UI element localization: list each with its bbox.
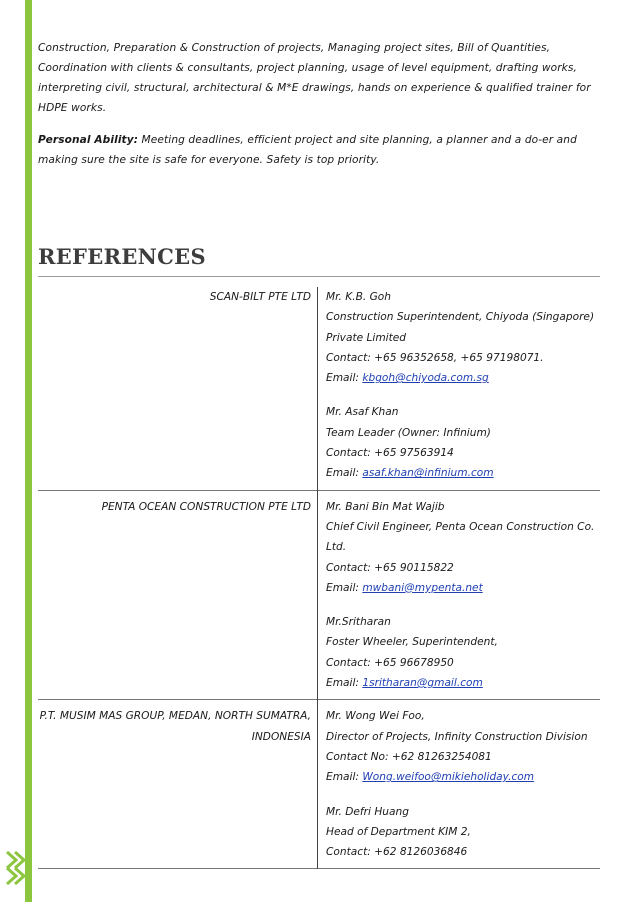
references-table [38, 287, 600, 869]
contact-cell [318, 700, 601, 869]
contact-phone: Contact: +65 97563914 [326, 447, 454, 460]
email-link[interactable]: asaf.khan@infinium.com [362, 467, 494, 480]
contact-email-line [326, 463, 600, 483]
references-heading: REFERENCES [38, 244, 206, 269]
personal-ability-text: Meeting deadlines, efficient project and site planning, a planner and a do-er and making sure the site is safe for everyone. Safety is top priority. [38, 134, 577, 166]
contact-email-line [326, 578, 600, 598]
personal-ability-label: Personal Ability: [38, 134, 139, 146]
company-name: SCAN-BILT PTE LTD [38, 287, 318, 490]
contact-name: Mr.Sritharan [326, 616, 391, 629]
email-label: Email: [326, 467, 363, 480]
email-label: Email: [326, 677, 363, 690]
contact-phone: Contact: +62 8126036846 [326, 846, 468, 859]
contact-phone: Contact: +65 96352658, +65 97198071. [326, 351, 544, 364]
contact-name: Mr. Wong Wei Foo, [326, 710, 425, 723]
email-label: Email: [326, 581, 363, 594]
email-label: Email: [326, 771, 363, 784]
contact-role: Director of Projects, Infinity Construction Division [326, 730, 588, 743]
company-name: P.T. MUSIM MAS GROUP, MEDAN, NORTH SUMATRA, INDONESIA [38, 700, 318, 869]
email-link[interactable]: Wong.weifoo@mikieholiday.com [362, 771, 535, 784]
spacer [326, 788, 600, 802]
company-name: PENTA OCEAN CONSTRUCTION PTE LTD [38, 490, 318, 700]
email-link[interactable]: mwbani@mypenta.net [362, 581, 483, 594]
contact-name: Mr. Defri Huang [326, 805, 409, 818]
contact-cell [318, 287, 601, 490]
contact-role: Chief Civil Engineer, Penta Ocean Construction Co. Ltd. [326, 520, 595, 554]
skills-section [38, 38, 600, 170]
contact-name: Mr. Bani Bin Mat Wajib [326, 500, 445, 513]
contact-role: Head of Department KIM 2, [326, 825, 471, 838]
table-row [38, 700, 600, 869]
email-link[interactable]: 1sritharan@gmail.com [362, 677, 483, 690]
contact-email-line [326, 673, 600, 693]
contact-email-line [326, 368, 600, 388]
contact-name: Mr. Asaf Khan [326, 406, 399, 419]
email-link[interactable]: kbgoh@chiyoda.com.sg [362, 372, 489, 385]
contact-name: Mr. K.B. Goh [326, 291, 391, 303]
heading-divider [38, 276, 600, 277]
contact-cell [318, 490, 601, 700]
email-label: Email: [326, 372, 363, 385]
contact-role: Construction Superintendent, Chiyoda (Singapore) Private Limited [326, 311, 595, 344]
contact-email-line [326, 767, 600, 787]
contact-phone: Contact No: +62 81263254081 [326, 750, 492, 763]
double-chevron-icon [4, 848, 28, 888]
contact-phone: Contact: +65 96678950 [326, 656, 454, 669]
table-row [38, 490, 600, 700]
spacer [326, 388, 600, 402]
spacer [326, 598, 600, 612]
skills-paragraph: Construction, Preparation & Construction of projects, Managing project sites, Bill of Quantities, Coordination with clients & consultants, project planning, usage of level equipment, drafting works, interpreting civil, structural, architectural & M*E drawings, hands on experience & qualified trainer for HDPE works. [38, 42, 591, 114]
contact-phone: Contact: +65 90115822 [326, 561, 454, 574]
personal-ability-paragraph [38, 130, 600, 170]
table-row [38, 287, 600, 490]
contact-role: Team Leader (Owner: Infinium) [326, 426, 491, 439]
accent-sidebar-bar [25, 0, 32, 902]
contact-role: Foster Wheeler, Superintendent, [326, 636, 498, 649]
